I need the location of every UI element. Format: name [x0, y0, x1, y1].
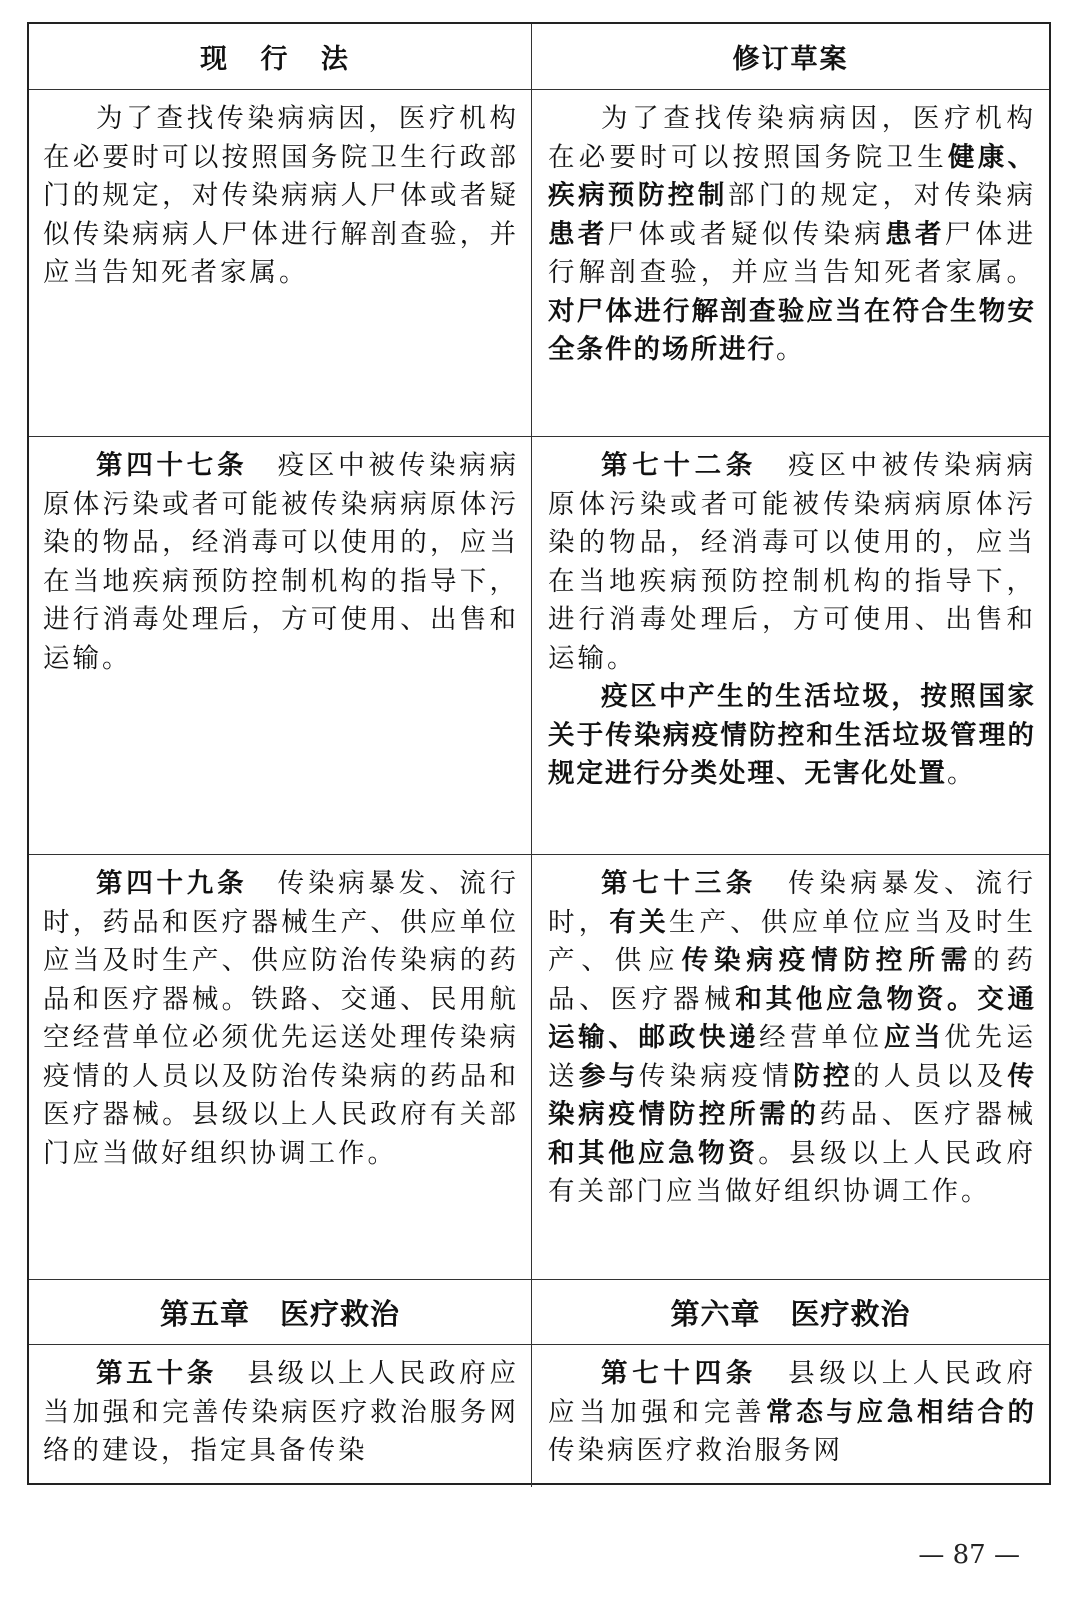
- paragraph: [43, 100, 519, 293]
- paragraph: [548, 1355, 1036, 1471]
- bold-revision-text: 常态与应急相结合的: [766, 1396, 1037, 1428]
- bold-revision-text: 和其他应急物资。交通运输、邮政快递: [548, 983, 1037, 1053]
- text-run: 尸体进行解剖查验，并应当告知死者家属。: [548, 218, 1037, 288]
- bold-revision-text: 患者: [885, 218, 945, 250]
- text-run: 传染病疫情: [638, 1060, 794, 1092]
- table-row: [29, 855, 1049, 1280]
- bold-revision-text: 和其他应急物资: [548, 1137, 759, 1169]
- cell-text: [43, 447, 519, 678]
- article-number: 第七十四条: [601, 1358, 757, 1389]
- text-run: 。: [776, 334, 806, 365]
- text-run: 传染病暴发、流行时，药品和医疗器械生产、供应单位应当及时生产、供应防治传染病的药品和医疗器械。铁路、交通、民用航空经营单位必须优先运送处理传染病疫情的人员以及防治传染病的药品和医疗器械。县级以上人民政府有关部门应当做好组织协调工作。: [43, 868, 520, 1169]
- header-row: [29, 24, 1049, 90]
- table-cell-left: [29, 1345, 532, 1487]
- table-cell-left: [29, 437, 532, 854]
- text-run: 的人员以及: [853, 1060, 1008, 1092]
- paragraph: [43, 1355, 519, 1471]
- header-left-cell: [29, 24, 532, 89]
- bold-revision-text: 患者: [548, 218, 608, 250]
- chapter-left-cell: [29, 1280, 532, 1344]
- chapter-heading-right: 第六章 医疗救治: [670, 1296, 911, 1331]
- cell-text: [43, 865, 519, 1173]
- table-cell-right: [532, 1345, 1049, 1487]
- chapter-right-cell: [532, 1280, 1049, 1344]
- header-right-cell: [532, 24, 1049, 89]
- page-number: — 87 —: [918, 1540, 1020, 1570]
- text-run: 优先运送: [548, 1022, 1037, 1092]
- bold-revision-text: 传染病疫情防控所需: [681, 945, 974, 976]
- text-run: 县级以上人民政府应当加强和完善: [548, 1358, 1037, 1428]
- chapter-row: [29, 1280, 1049, 1345]
- text-run: 为了查找传染病病因，医疗机构在必要时可以按照国务院卫生: [548, 103, 1036, 173]
- bold-revision-text: 健康、疾病预防控制: [548, 141, 1037, 211]
- cell-text: [548, 1355, 1036, 1471]
- cell-text: [548, 100, 1036, 370]
- text-run: 部门的规定，对传染病: [727, 180, 1037, 211]
- table-row: [29, 437, 1049, 855]
- text-run: 经营单位: [759, 1022, 884, 1053]
- text-run: 疫区中被传染病病原体污染或者可能被传染病病原体污染的物品，经消毒可以使用的，应当在当地疾病预防控制机构的指导下，进行消毒处理后，方可使用、出售和运输。: [548, 450, 1037, 674]
- text-run: 的药品、医疗器械: [548, 945, 1037, 1015]
- bold-revision-text: 疫区中产生的生活垃圾，按照国家关于传染病疫情防控和生活垃圾管理的规定进行分类处理、无害化处置: [548, 681, 1036, 789]
- bold-revision-text: 应当: [883, 1022, 945, 1053]
- cell-text: [548, 865, 1036, 1212]
- bold-revision-text: 有关: [609, 906, 669, 938]
- text-run: 传染病医疗救治服务网: [548, 1435, 843, 1466]
- text-run: 县级以上人民政府应当加强和完善传染病医疗救治服务网络的建设，指定具备传染: [43, 1358, 520, 1466]
- chapter-heading-left: 第五章 医疗救治: [159, 1296, 400, 1331]
- table-row: [29, 90, 1049, 437]
- article-number: 第七十三条: [601, 868, 757, 899]
- bold-revision-text: 对尸体进行解剖查验应当在符合生物安全条件的场所进行: [548, 295, 1036, 365]
- bold-revision-text: 防控: [793, 1060, 854, 1092]
- table-cell-left: [29, 90, 532, 436]
- text-run: 传染病暴发、流行时，: [548, 868, 1037, 938]
- header-current-law: 现 行 法: [200, 44, 360, 75]
- table-cell-right: [532, 855, 1049, 1279]
- paragraph: [43, 865, 519, 1173]
- paragraph: [548, 865, 1036, 1212]
- paragraph: [43, 447, 519, 678]
- table-row: [29, 1345, 1049, 1487]
- article-number: 第四十九条: [96, 868, 248, 899]
- bold-revision-text: 传染病疫情防控所需的: [548, 1060, 1037, 1130]
- comparison-table: [27, 22, 1051, 1485]
- article-number: 第五十条: [96, 1358, 218, 1389]
- paragraph: [548, 100, 1036, 370]
- table-cell-right: [532, 437, 1049, 854]
- bold-revision-text: 参与: [578, 1060, 639, 1092]
- cell-text: [43, 100, 519, 293]
- article-number: 第七十二条: [601, 450, 757, 481]
- table-cell-right: [532, 90, 1049, 436]
- text-run: 。县级以上人民政府有关部门应当做好组织协调工作。: [548, 1137, 1037, 1207]
- text-run: 药品、医疗器械: [819, 1099, 1036, 1130]
- text-run: 为了查找传染病病因，医疗机构在必要时可以按照国务院卫生行政部门的规定，对传染病病人尸体或者疑似传染病病人尸体进行解剖查验，并应当告知死者家属。: [43, 103, 519, 288]
- paragraph: [548, 447, 1036, 678]
- header-draft-revision: 修订草案: [732, 44, 849, 75]
- cell-text: [43, 1355, 519, 1471]
- table-cell-left: [29, 855, 532, 1279]
- text-run: 。: [947, 758, 977, 789]
- text-run: 尸体或者疑似传染病: [607, 218, 886, 250]
- article-number: 第四十七条: [96, 450, 248, 481]
- cell-text: [548, 447, 1036, 794]
- text-run: 生产、供应单位应当及时生产、供应: [548, 906, 1037, 976]
- paragraph: [548, 678, 1036, 794]
- text-run: 疫区中被传染病病原体污染或者可能被传染病病原体污染的物品，经消毒可以使用的，应当在当地疾病预防控制机构的指导下，进行消毒处理后，方可使用、出售和运输。: [43, 450, 520, 674]
